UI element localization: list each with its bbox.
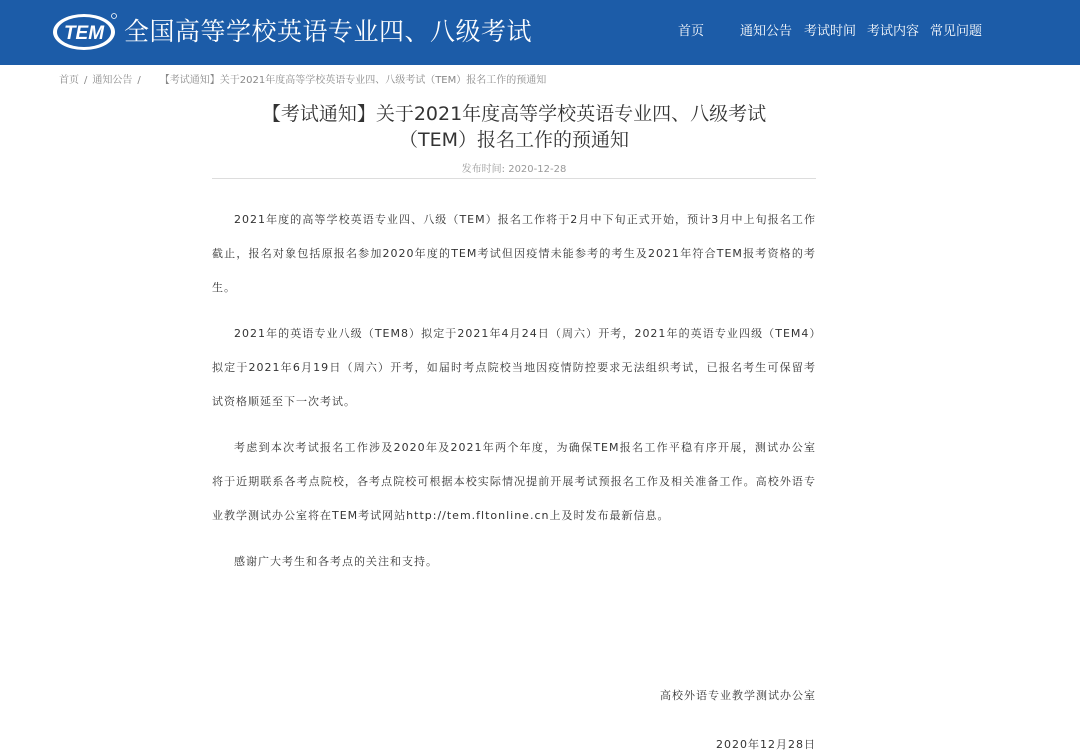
logo-text: TEM (63, 23, 105, 44)
breadcrumb-separator: / (84, 75, 88, 86)
site-title[interactable]: 全国高等学校英语专业四、八级考试 (124, 17, 533, 46)
article-signature: 高校外语专业教学测试办公室 (660, 689, 816, 702)
nav-faq[interactable]: 常见问题 (930, 24, 983, 39)
breadcrumb-home[interactable]: 首页 (59, 75, 79, 86)
title-divider (212, 178, 816, 179)
article-body (212, 203, 816, 591)
breadcrumb-current: 【考试通知】关于2021年度高等学校英语专业四、八级考试（TEM）报名工作的预通知 (159, 75, 547, 86)
article-paragraph: 考虑到本次考试报名工作涉及2020年及2021年两个年度，为确保TEM报名工作平稳有序开展，测试办公室将于近期联系各考点院校，各考点院校可根据本校实际情况提前开展考试预报名工作及相关准备工作。高校外语专业教学测试办公室将在TEM考试网站http://tem.fltonline.cn上及时发布最新信息。 (212, 441, 816, 522)
nav-home[interactable]: 首页 (678, 24, 705, 39)
nav-exam-content[interactable]: 考试内容 (867, 24, 920, 39)
article-title-line-2: （TEM）报名工作的预通知 (398, 129, 629, 151)
nav-exam-time[interactable]: 考试时间 (804, 24, 857, 39)
nav-notices[interactable]: 通知公告 (740, 24, 793, 39)
article-paragraph: 2021年度的高等学校英语专业四、八级（TEM）报名工作将于2月中下旬正式开始，预计3月中上旬报名工作截止，报名对象包括原报名参加2020年度的TEM考试但因疫情未能参考的考生及2021年符合TEM报考资格的考生。 (212, 213, 816, 294)
breadcrumb-separator: / (137, 75, 141, 86)
main-nav (0, 0, 1080, 65)
breadcrumb-notices[interactable]: 通知公告 (92, 75, 133, 86)
article-paragraph: 感谢广大考生和各考点的关注和支持。 (234, 555, 438, 568)
publish-date: 发布时间: 2020-12-28 (461, 164, 567, 175)
article-sign-date: 2020年12月28日 (716, 738, 816, 751)
breadcrumb (59, 74, 546, 88)
article-title (212, 101, 816, 153)
article-paragraph: 2021年的英语专业八级（TEM8）拟定于2021年4月24日（周六）开考，2021年的英语专业四级（TEM4）拟定于2021年6月19日（周六）开考，如届时考点院校当地因疫情防控要求无法组织考试，已报名考生可保留考试资格顺延至下一次考试。 (212, 327, 816, 408)
site-header (0, 0, 1080, 65)
article-title-line-1: 【考试通知】关于2021年度高等学校英语专业四、八级考试 (261, 103, 767, 125)
